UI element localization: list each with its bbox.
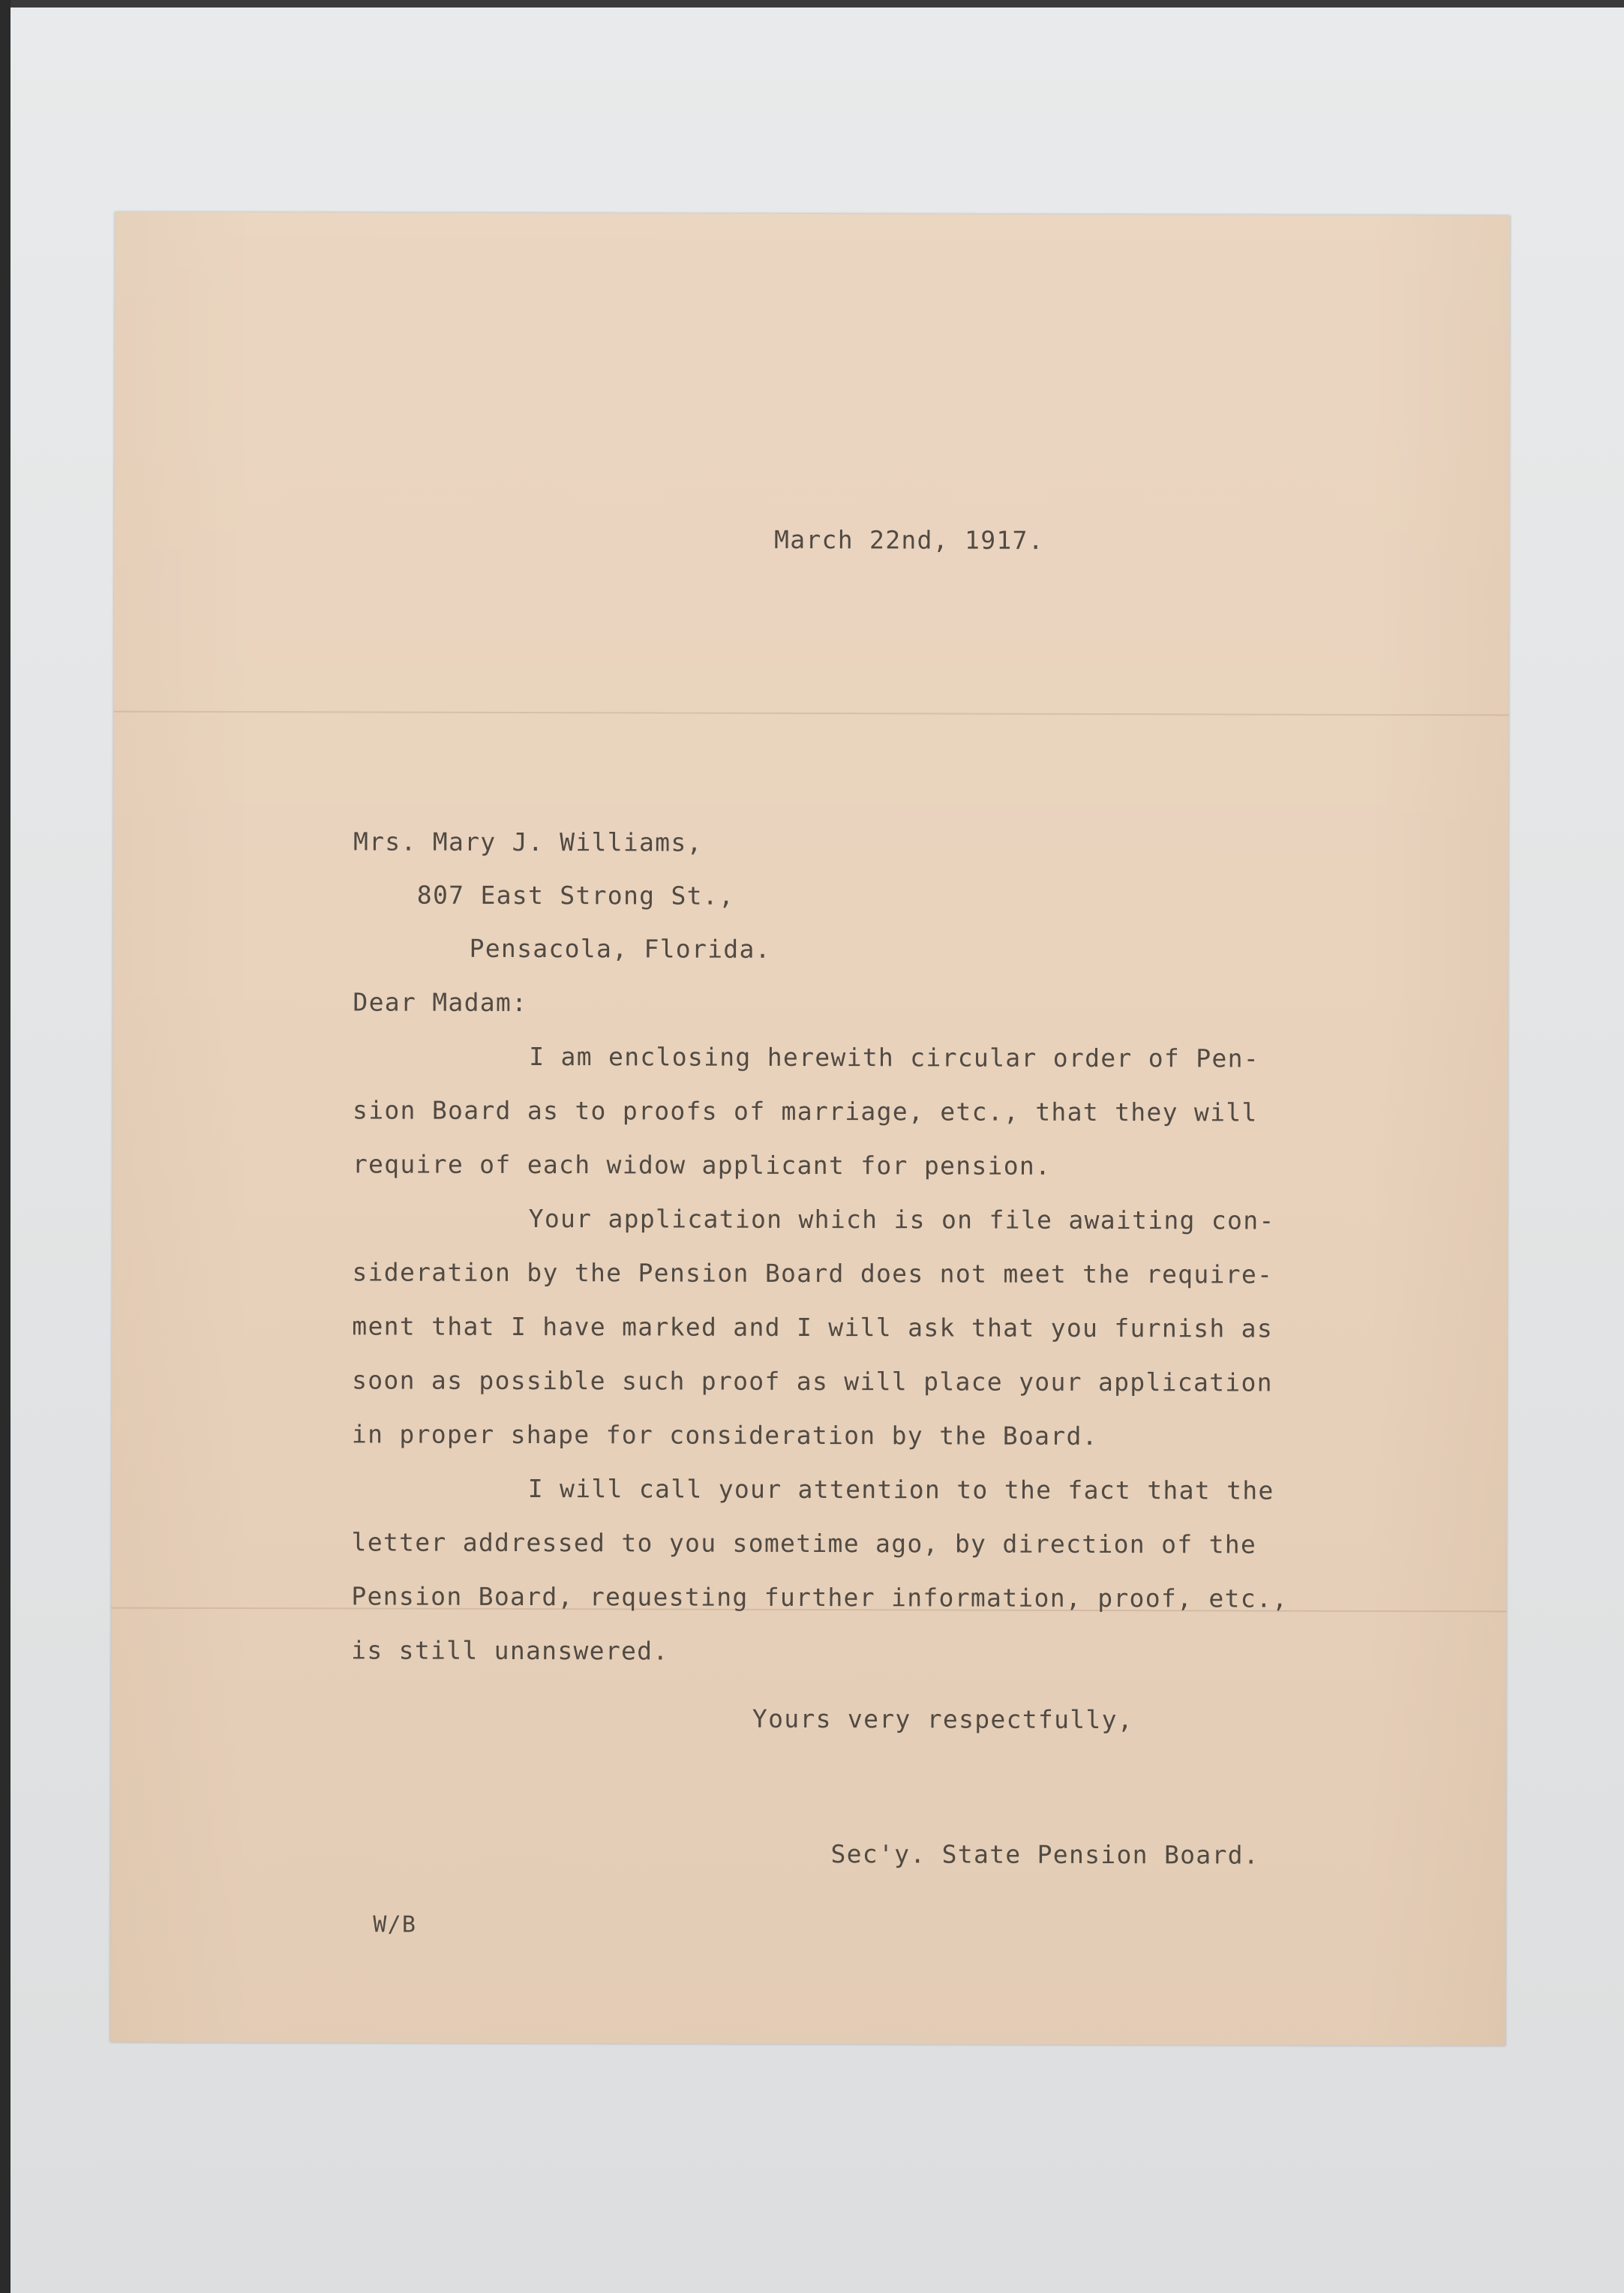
body-line: letter addressed to you sometime ago, by direction of the: [351, 1527, 1257, 1559]
scanner-left-edge: [0, 0, 11, 2293]
body-line: soon as possible such proof as will place your application: [352, 1365, 1273, 1397]
body-line: is still unanswered.: [351, 1635, 669, 1666]
body-line: require of each widow applicant for pension.: [352, 1149, 1052, 1181]
letter-signature: Sec'y. State Pension Board.: [830, 1839, 1260, 1870]
body-line: Pension Board, requesting further information, proof, etc.,: [351, 1581, 1289, 1613]
paper-fold-line: [113, 711, 1508, 716]
recipient-street: 807 East Strong St.,: [416, 880, 735, 911]
body-line: sideration by the Pension Board does not meet the require-: [352, 1257, 1274, 1289]
letter-date: March 22nd, 1917.: [774, 524, 1044, 555]
body-line: Your application which is on file awaiting con-: [528, 1204, 1275, 1235]
letter-paper: [110, 212, 1510, 2046]
body-line: ment that I have marked and I will ask that you furnish as: [352, 1311, 1274, 1343]
salutation: Dear Madam:: [353, 987, 528, 1018]
recipient-name: Mrs. Mary J. Williams,: [353, 827, 703, 857]
typist-initials: W/B: [373, 1911, 417, 1938]
recipient-city: Pensacola, Florida.: [469, 933, 771, 964]
body-line: sion Board as to proofs of marriage, etc., that they will: [353, 1095, 1258, 1127]
scanner-top-edge: [0, 0, 1624, 8]
body-line: in proper shape for consideration by the Board.: [351, 1419, 1098, 1451]
body-line: I will call your attention to the fact that the: [527, 1474, 1274, 1505]
body-line: I am enclosing herewith circular order of Pen-: [529, 1042, 1260, 1073]
letter-closing: Yours very respectfully,: [752, 1703, 1134, 1735]
